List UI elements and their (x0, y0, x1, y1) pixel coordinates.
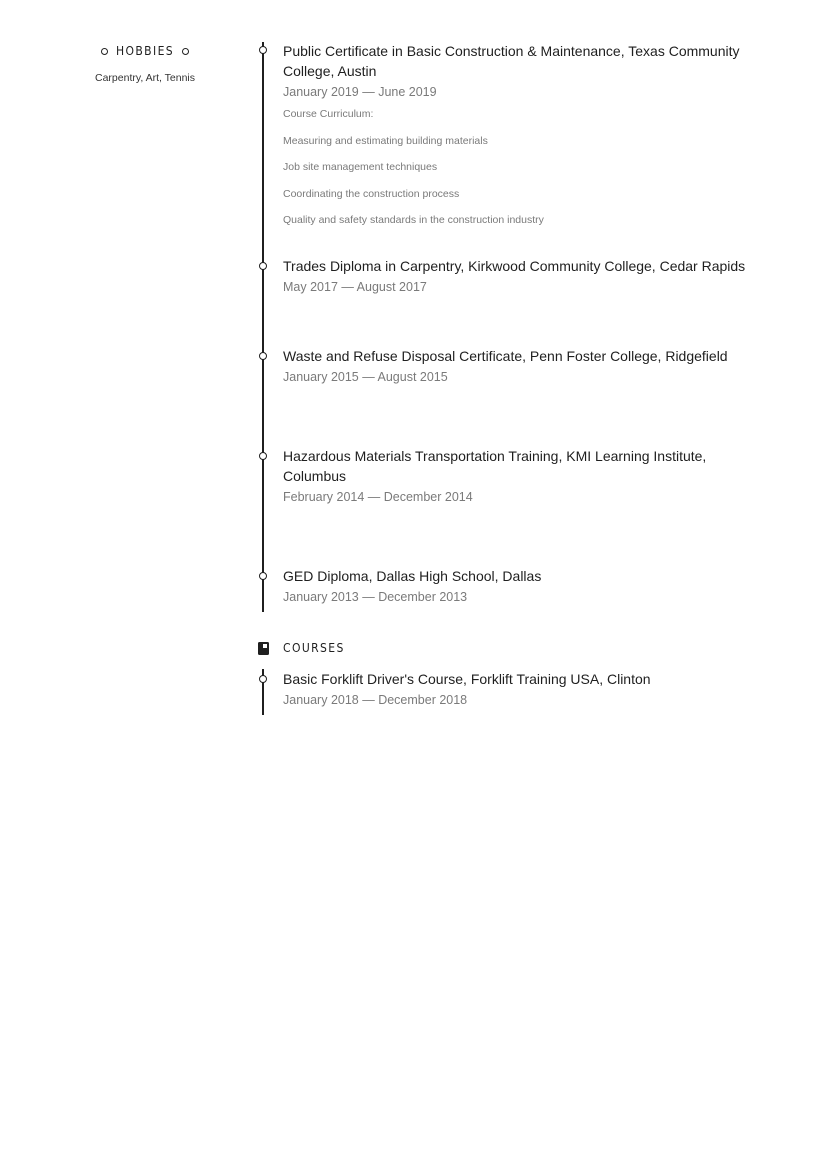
education-entry (283, 256, 763, 296)
education-date: January 2013 — December 2013 (283, 590, 468, 604)
course-title: Basic Forklift Driver's Course, Forklift Training USA, Clinton (283, 671, 651, 687)
education-title: Waste and Refuse Disposal Certificate, Penn Foster College, Ridgefield (283, 348, 728, 364)
education-entry (283, 346, 763, 386)
curriculum-line: Measuring and estimating building materials (283, 134, 488, 147)
hobbies-section (80, 43, 210, 85)
course-entry (283, 669, 763, 709)
course-date: January 2018 — December 2018 (283, 693, 468, 707)
timeline-node-icon (259, 675, 267, 683)
courses-title: COURSES (283, 641, 345, 655)
courses-heading (258, 640, 345, 656)
hobbies-heading (80, 43, 210, 59)
timeline-node-icon (259, 452, 267, 460)
timeline-node-icon (259, 572, 267, 580)
hobbies-title: HOBBIES (115, 44, 175, 58)
education-title: Hazardous Materials Transportation Training, KMI Learning Institute, Columbus (283, 448, 707, 484)
education-date: January 2015 — August 2015 (283, 370, 448, 384)
book-icon (258, 642, 269, 655)
education-date: February 2014 — December 2014 (283, 490, 473, 504)
timeline-node-icon (259, 262, 267, 270)
curriculum-line: Job site management techniques (283, 161, 438, 173)
education-title: Public Certificate in Basic Construction & Maintenance, Texas Community College, Austin (283, 43, 740, 79)
curriculum-line: Quality and safety standards in the construction industry (283, 214, 544, 226)
circle-bullet-icon (101, 48, 108, 55)
curriculum-line: Coordinating the construction process (283, 187, 460, 200)
curriculum-line: Course Curriculum: (283, 108, 374, 120)
circle-bullet-icon (182, 48, 189, 55)
timeline-node-icon (259, 46, 267, 54)
education-entry (283, 446, 763, 506)
education-title: Trades Diploma in Carpentry, Kirkwood Community College, Cedar Rapids (283, 258, 746, 274)
education-entry (283, 566, 763, 606)
course-curriculum (283, 107, 763, 227)
education-title: GED Diploma, Dallas High School, Dallas (283, 568, 542, 584)
education-date: May 2017 — August 2017 (283, 280, 427, 294)
timeline-node-icon (259, 352, 267, 360)
education-entry (283, 41, 763, 240)
education-date: January 2019 — June 2019 (283, 85, 437, 99)
hobbies-text: Carpentry, Art, Tennis (95, 72, 195, 84)
education-timeline-line (262, 42, 264, 612)
